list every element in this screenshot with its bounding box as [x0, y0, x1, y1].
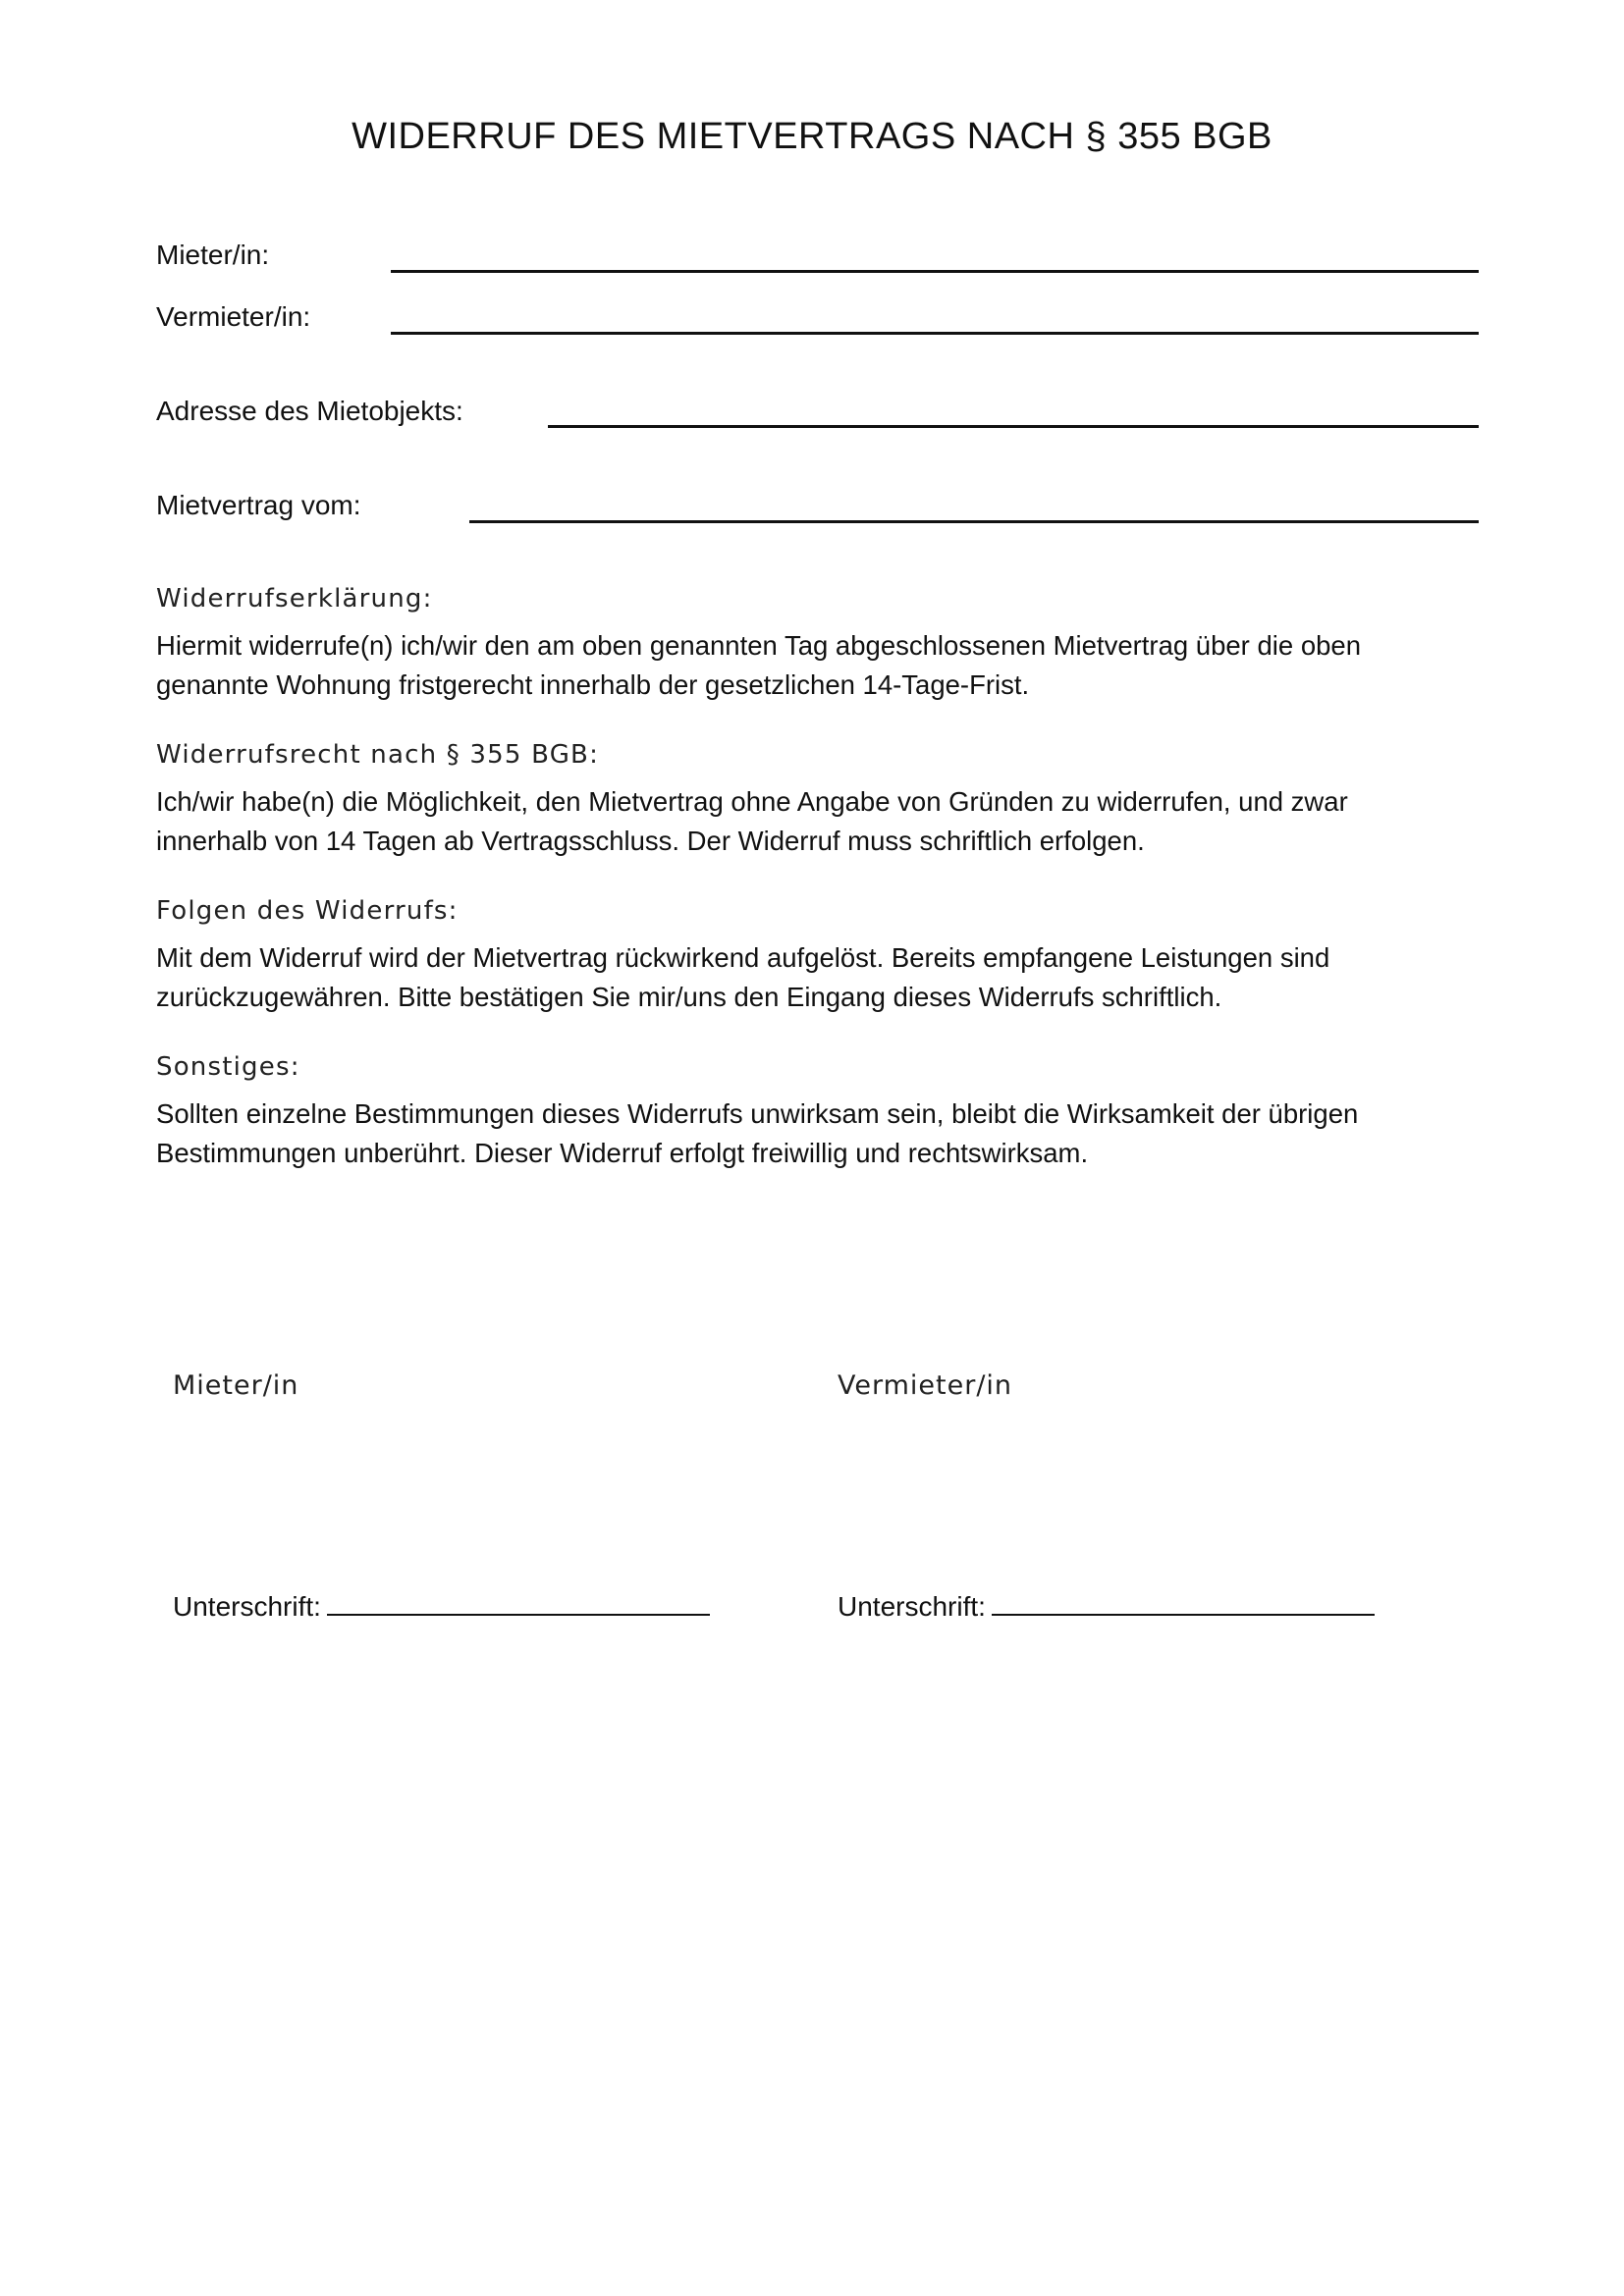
landlord-signature-field: [838, 1588, 1375, 1624]
tenant-signature-field: [173, 1588, 710, 1624]
landlord-name-line[interactable]: [391, 332, 1479, 335]
section-text-line: Ich/wir habe(n) die Möglichkeit, den Mietvertrag ohne Angabe von Gründen zu widerrufen, und zwar: [156, 786, 1348, 817]
address-line[interactable]: [548, 425, 1479, 428]
landlord-label: Vermieter/in:: [156, 301, 311, 332]
section-text-line: Sollten einzelne Bestimmungen dieses Widerrufs unwirksam sein, bleibt die Wirksamkeit der übrigen: [156, 1098, 1359, 1129]
address-label: Adresse des Mietobjekts:: [156, 396, 463, 426]
tenant-signature-label: Unterschrift:: [173, 1591, 321, 1622]
contract-date-line[interactable]: [469, 520, 1479, 523]
tenant-name-line[interactable]: [391, 270, 1479, 273]
landlord-signature-role: Vermieter/in: [838, 1370, 1013, 1401]
tenant-label: Mieter/in:: [156, 240, 270, 270]
section-text-line: Hiermit widerrufe(n) ich/wir den am oben genannten Tag abgeschlossenen Mietvertrag über die oben: [156, 630, 1361, 661]
landlord-signature-line[interactable]: [992, 1588, 1375, 1616]
section-text-line: genannte Wohnung fristgerecht innerhalb der gesetzlichen 14-Tage-Frist.: [156, 669, 1030, 700]
contract-date-label: Mietvertrag vom:: [156, 490, 361, 520]
section-text-line: Bestimmungen unberührt. Dieser Widerruf erfolgt freiwillig und rechtswirksam.: [156, 1138, 1089, 1168]
section-body-folgen: [156, 938, 1433, 1017]
section-heading-widerrufsrecht: Widerrufsrecht nach § 355 BGB:: [156, 740, 600, 770]
section-heading-widerrufserklaerung: Widerrufserklärung:: [156, 584, 433, 614]
section-body-widerrufserklaerung: [156, 626, 1433, 705]
section-body-widerrufsrecht: [156, 782, 1433, 861]
tenant-signature-role: Mieter/in: [173, 1370, 299, 1401]
section-heading-folgen: Folgen des Widerrufs:: [156, 896, 459, 926]
section-text-line: zurückzugewähren. Bitte bestätigen Sie mir/uns den Eingang dieses Widerrufs schriftlich.: [156, 982, 1222, 1012]
landlord-signature-label: Unterschrift:: [838, 1591, 986, 1622]
section-heading-sonstiges: Sonstiges:: [156, 1052, 300, 1082]
document-title: WIDERRUF DES MIETVERTRAGS NACH § 355 BGB: [352, 116, 1272, 157]
tenant-signature-line[interactable]: [327, 1588, 710, 1616]
section-text-line: Mit dem Widerruf wird der Mietvertrag rückwirkend aufgelöst. Bereits empfangene Leistungen sind: [156, 942, 1330, 973]
section-text-line: innerhalb von 14 Tagen ab Vertragsschluss. Der Widerruf muss schriftlich erfolgen.: [156, 826, 1145, 856]
section-body-sonstiges: [156, 1095, 1433, 1173]
